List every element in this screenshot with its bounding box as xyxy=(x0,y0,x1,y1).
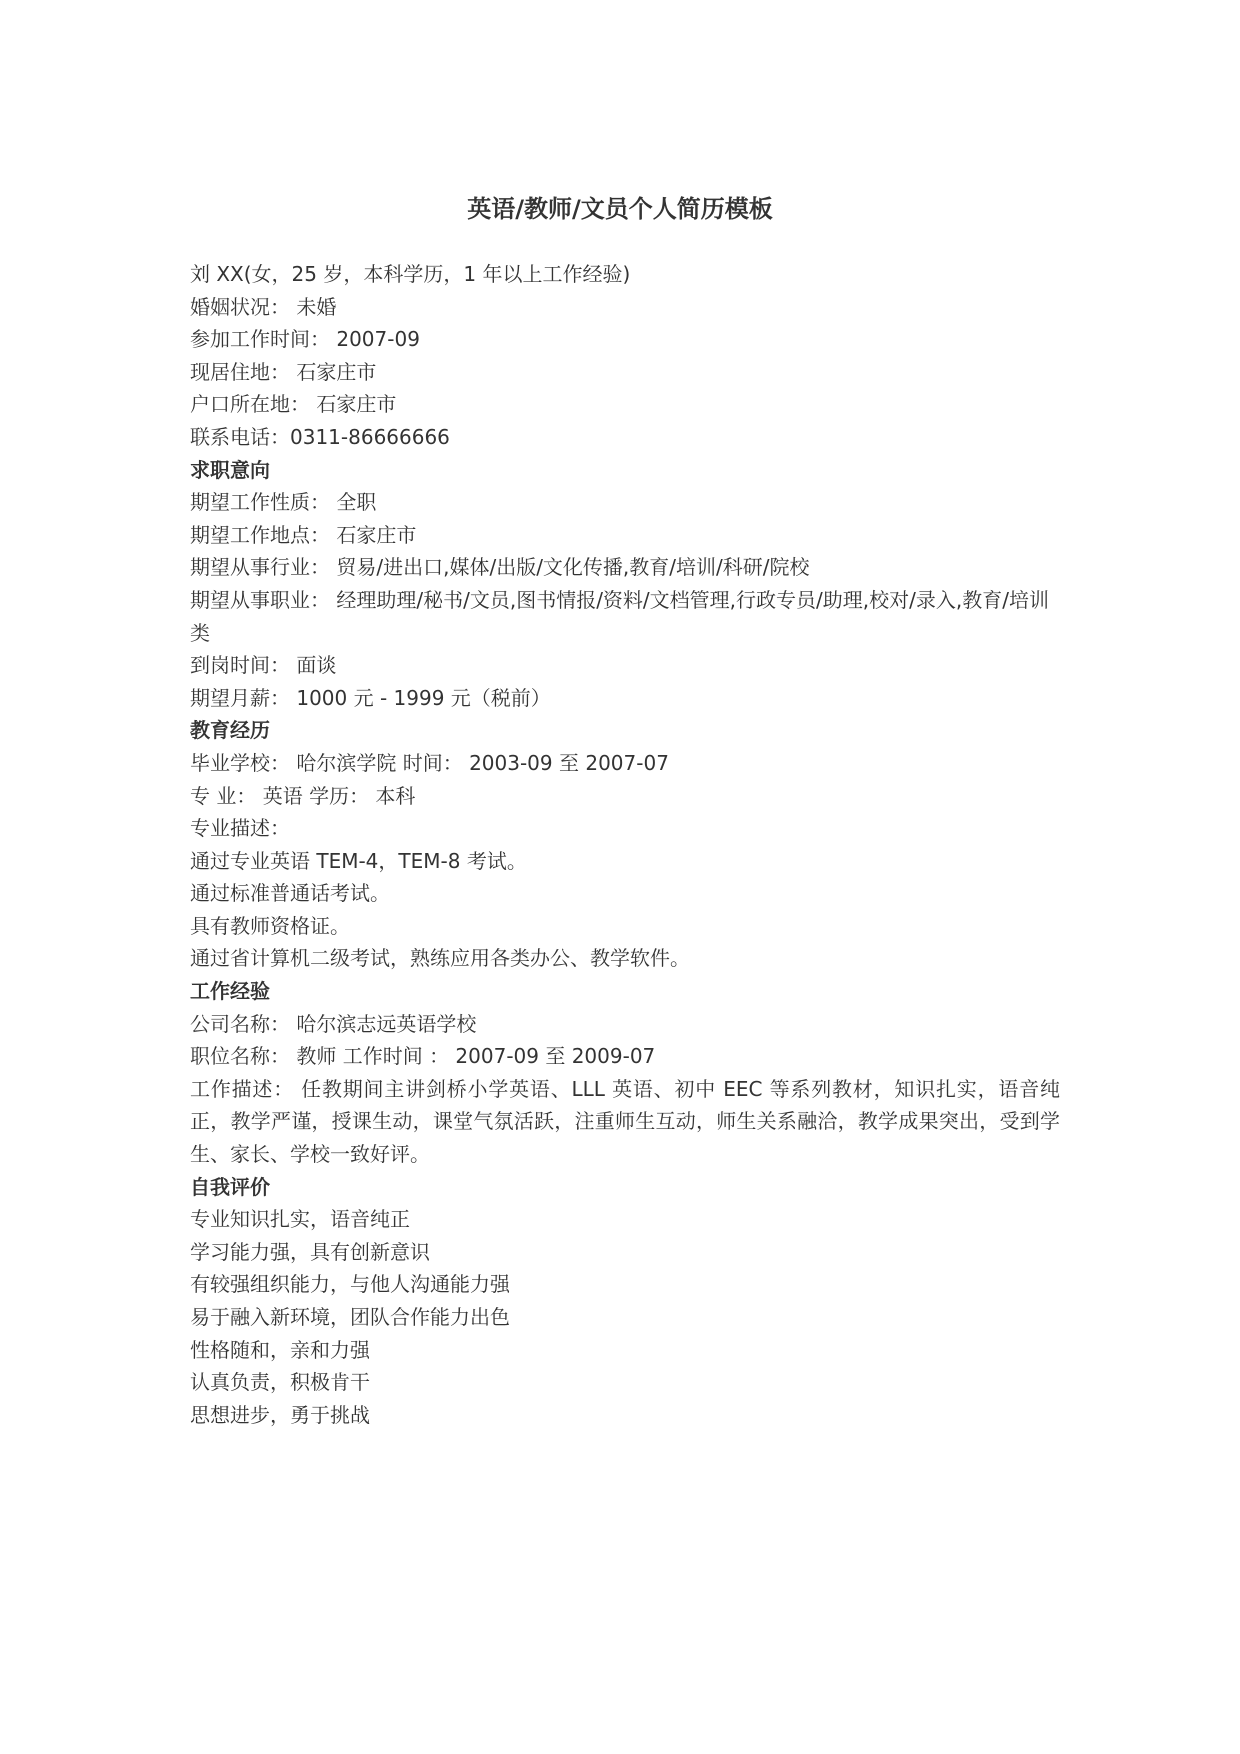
self-evaluation-item: 易于融入新环境，团队合作能力出色 xyxy=(190,1305,510,1329)
expected-position: 期望从事职业： 经理助理/秘书/文员,图书情报/资料/文档管理,行政专员/助理,校对/录入,教育/培训类 xyxy=(190,587,1049,645)
education-major: 专 业： 英语 学历： 本科 xyxy=(190,783,416,808)
work-company: 公司名称： 哈尔滨志远英语学校 xyxy=(190,1011,477,1036)
education-desc-item: 通过专业英语 TEM-4，TEM-8 考试。 xyxy=(190,848,527,873)
expected-job-type: 期望工作性质： 全职 xyxy=(190,490,377,515)
job-intention-heading: 求职意向 xyxy=(190,457,270,482)
work-start-date: 参加工作时间： 2007-09 xyxy=(190,327,420,352)
self-evaluation-item: 认真负责，积极肯干 xyxy=(190,1370,370,1395)
personal-summary: 刘 XX(女，25 岁，本科学历，1 年以上工作经验) xyxy=(190,262,631,286)
education-desc-item: 通过省计算机二级考试，熟练应用各类办公、教学软件。 xyxy=(190,946,690,971)
self-evaluation-item: 有较强组织能力，与他人沟通能力强 xyxy=(190,1272,510,1297)
marital-status: 婚姻状况： 未婚 xyxy=(190,294,337,319)
education-heading: 教育经历 xyxy=(190,718,270,743)
self-evaluation-item: 思想进步，勇于挑战 xyxy=(190,1402,370,1427)
education-desc-item: 通过标准普通话考试。 xyxy=(190,881,390,906)
self-evaluation-item: 性格随和，亲和力强 xyxy=(190,1337,370,1362)
expected-salary: 期望月薪： 1000 元 - 1999 元（税前） xyxy=(190,685,551,710)
self-evaluation-heading: 自我评价 xyxy=(190,1174,270,1199)
contact-phone: 联系电话：0311-86666666 xyxy=(190,424,450,449)
work-experience-section xyxy=(190,975,1060,1171)
education-school: 毕业学校： 哈尔滨学院 时间： 2003-09 至 2007-07 xyxy=(190,750,669,775)
work-description: 工作描述： 任教期间主讲剑桥小学英语、LLL 英语、初中 EEC 等系列教材，知识扎实，语音纯正，教学严谨，授课生动，课堂气氛活跃，注重师生互动，师生关系融洽，教学成果突出，受到学生、家长、学校一致好评。 xyxy=(190,1076,1060,1167)
work-experience-heading: 工作经验 xyxy=(190,979,270,1004)
education-desc-label: 专业描述： xyxy=(190,816,290,841)
hukou-location: 户口所在地： 石家庄市 xyxy=(190,392,397,417)
current-residence: 现居住地： 石家庄市 xyxy=(190,359,377,384)
resume-content xyxy=(190,258,1060,1431)
page-title: 英语/教师/文员个人简历模板 xyxy=(467,195,773,223)
self-evaluation-section xyxy=(190,1171,1060,1432)
self-evaluation-item: 学习能力强，具有创新意识 xyxy=(190,1239,430,1264)
self-evaluation-item: 专业知识扎实，语音纯正 xyxy=(190,1207,410,1232)
expected-industry: 期望从事行业： 贸易/进出口,媒体/出版/文化传播,教育/培训/科研/院校 xyxy=(190,555,810,580)
work-job-title: 职位名称： 教师 工作时间 ： 2007-09 至 2009-07 xyxy=(190,1044,656,1069)
expected-location: 期望工作地点： 石家庄市 xyxy=(190,522,417,547)
education-section xyxy=(190,714,1060,975)
education-desc-item: 具有教师资格证。 xyxy=(190,913,350,938)
personal-info-section xyxy=(190,258,1060,454)
availability: 到岗时间： 面谈 xyxy=(190,653,337,678)
job-intention-section xyxy=(190,454,1060,715)
